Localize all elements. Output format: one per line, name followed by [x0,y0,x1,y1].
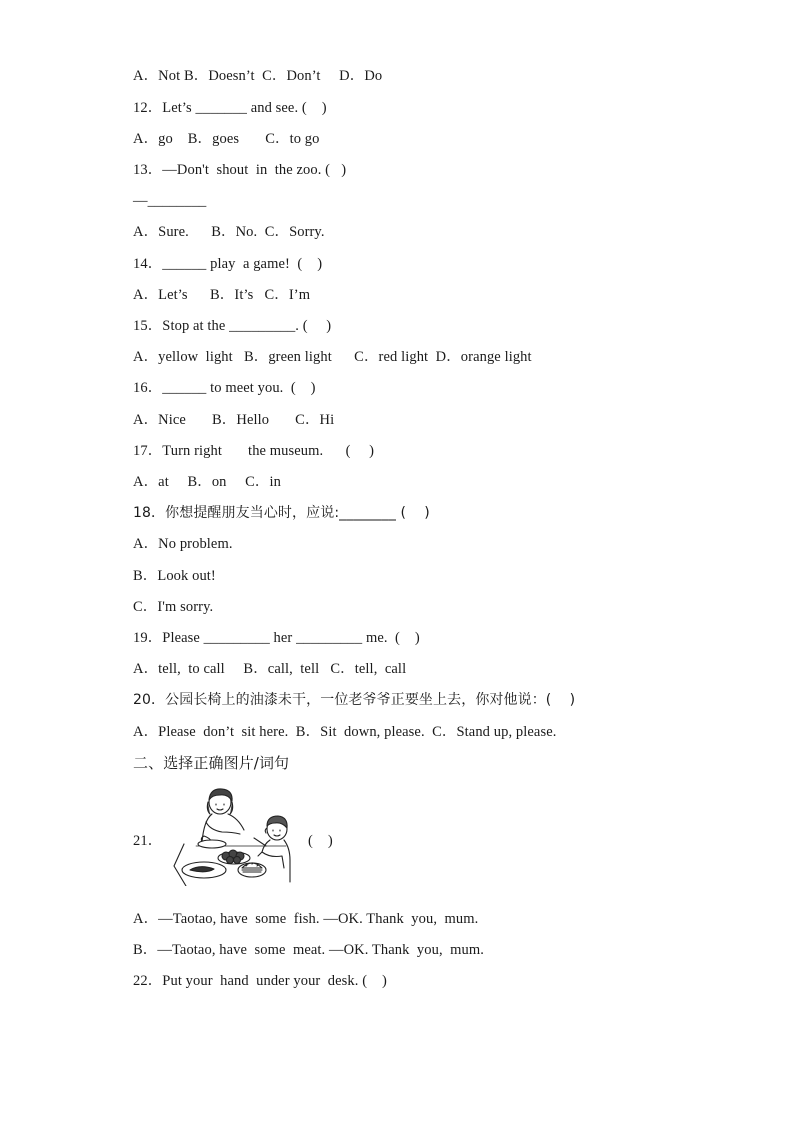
line-13-options: A．Sure. B．No. C．Sorry. [133,224,325,240]
question-13: 13．—Don't shout in the zoo. ( ) [133,162,347,178]
question-21-answer-bracket: ( ) [308,833,333,849]
question-20: 20．公园长椅上的油漆未干，一位老爷爷正要坐上去，你对他说：( ) [133,692,576,708]
line-15-options: A．yellow light B．green light C．red light D．orange light [133,349,532,365]
line-12-options: A．go B．goes C．to go [133,131,320,147]
question-13-blank: —________ [133,193,207,209]
line-20-options: A．Please don’t sit here. B．Sit down, please. C．Stand up, please. [133,724,557,740]
line-21-option-a: A．—Taotao, have some fish. —OK. Thank you, mum. [133,911,479,927]
question-14: 14．______ play a game! ( ) [133,256,323,272]
question-17: 17．Turn right the museum. ( ) [133,443,375,459]
line-18-option-c: C．I'm sorry. [133,599,214,615]
mother-son-eating-illustration [166,786,298,886]
line-17-options: A．at B．on C．in [133,474,282,490]
question-15: 15．Stop at the _________. ( ) [133,318,332,334]
line-19-options: A．tell, to call B．call, tell C．tell, call [133,661,407,677]
line-18-option-a: A．No problem. [133,536,233,552]
question-18: 18．你想提醒朋友当心时，应说:________ ( ) [133,505,430,521]
line-11-options: A．Not B．Doesn’t C．Don’t D．Do [133,68,383,84]
question-12: 12．Let’s _______ and see. ( ) [133,100,327,116]
question-19: 19．Please _________ her _________ me. ( ) [133,630,420,646]
question-22: 22．Put your hand under your desk. ( ) [133,973,387,989]
line-14-options: A．Let’s B．It’s C．I’m [133,287,311,303]
line-21-option-b: B．—Taotao, have some meat. —OK. Thank you, mum. [133,942,484,958]
line-16-options: A．Nice B．Hello C．Hi [133,412,335,428]
question-16: 16．______ to meet you. ( ) [133,380,316,396]
question-21-number: 21． [133,833,163,849]
section-heading: 二、选择正确图片/词句 [133,754,290,772]
line-18-option-b: B．Look out! [133,568,216,584]
